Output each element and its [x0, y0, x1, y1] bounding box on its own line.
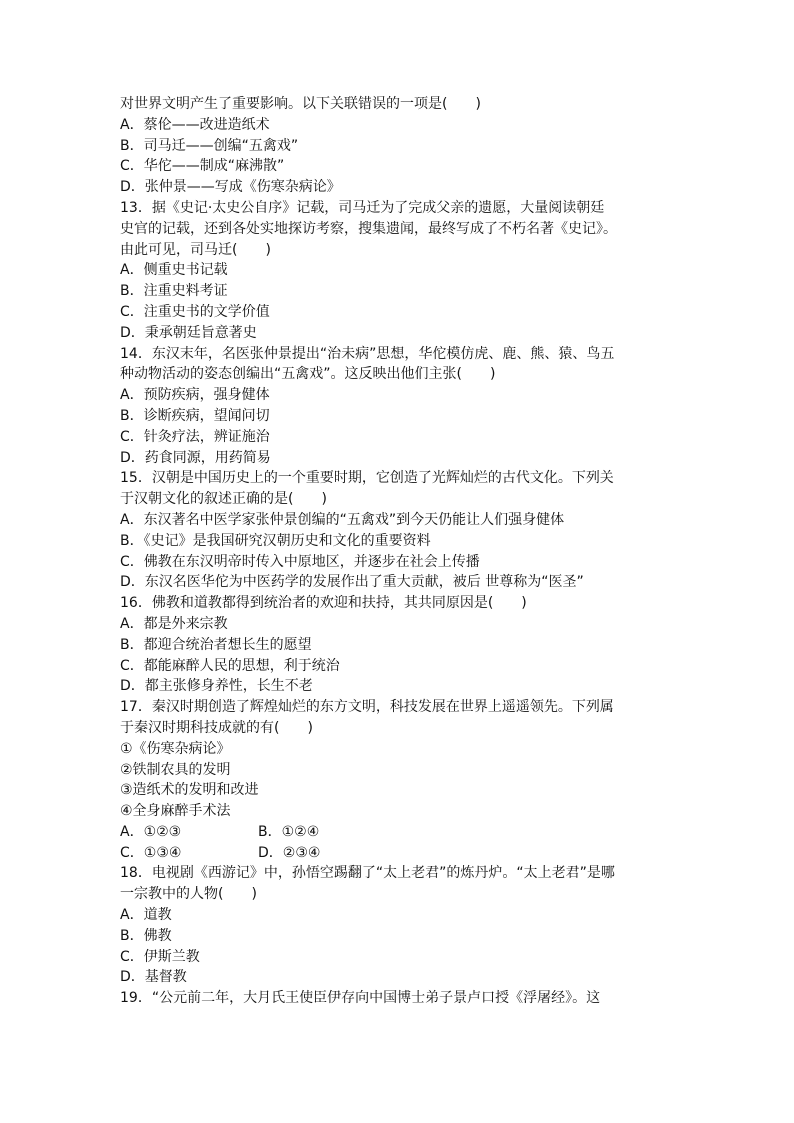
- question-stem-line: 对世界文明产生了重要影响。以下关联错误的一项是( ): [120, 96, 481, 112]
- option-d: D．都主张修身养性，长生不老: [120, 678, 313, 695]
- option-d: D．②③④: [258, 844, 321, 861]
- option-a: A．侧重史书记载: [120, 262, 228, 279]
- question-stem-line: 一宗教中的人物( ): [120, 886, 257, 903]
- question-19: [120, 988, 694, 1009]
- option-d: D．东汉名医华佗为中医药学的发展作出了重大贡献，被后 世尊称为“医圣”: [120, 574, 584, 591]
- question-stem-line: 史官的记载，还到各处实地探访考察，搜集遗闻，最终写成了不朽名著《史记》。: [120, 220, 617, 237]
- option-a: A．蔡伦——改进造纸术: [120, 116, 270, 133]
- option-a: A．①②③: [120, 823, 182, 840]
- question-15: [120, 468, 694, 593]
- question-14: [120, 344, 694, 469]
- question-17: [120, 697, 694, 863]
- option-c: C．针灸疗法，辨证施治: [120, 428, 270, 445]
- numbered-item: ③造纸术的发明和改进: [120, 782, 259, 799]
- option-b: B．都迎合统治者想长生的愿望: [120, 636, 312, 653]
- option-b: B．司马迁——创编“五禽戏”: [120, 137, 299, 154]
- option-c: C．华佗——制成“麻沸散”: [120, 158, 285, 175]
- question-16: [120, 593, 694, 697]
- question-stem-line: 由此可见，司马迁( ): [120, 241, 271, 258]
- question-stem-line: 于汉朝文化的叙述正确的是( ): [120, 491, 327, 508]
- option-row: [120, 822, 694, 843]
- question-stem-line: 16．佛教和道教都得到统治者的欢迎和扶持，其共同原因是( ): [120, 595, 527, 612]
- question-18: [120, 863, 694, 988]
- option-c: C．①③④: [120, 844, 182, 861]
- question-stem-line: 19．“公元前二年，大月氏王使臣伊存向中国博士弟子景卢口授《浮屠经》。这: [120, 990, 601, 1007]
- numbered-item: ①《伤寒杂病论》: [120, 740, 231, 757]
- question-stem-line: 种动物活动的姿态创编出“五禽戏”。这反映出他们主张( ): [120, 366, 496, 383]
- exam-page: [120, 94, 694, 1009]
- question-stem-line: 15．汉朝是中国历史上的一个重要时期，它创造了光辉灿烂的古代文化。下列关: [120, 470, 614, 487]
- question-stem-line: 17．秦汉时期创造了辉煌灿烂的东方文明，科技发展在世界上遥遥领先。下列属: [120, 699, 614, 716]
- option-row: [120, 843, 694, 864]
- option-d: D．基督教: [120, 969, 187, 986]
- option-a: A．都是外来宗教: [120, 615, 228, 632]
- option-d: D．药食同源，用药简易: [120, 449, 271, 466]
- option-d: D．秉承朝廷旨意著史: [120, 324, 257, 341]
- option-b: B．①②④: [258, 823, 320, 840]
- numbered-item: ④全身麻醉手术法: [120, 803, 231, 820]
- question-stem-line: 18．电视剧《西游记》中，孙悟空踢翻了“太上老君”的炼丹炉。“太上老君”是哪: [120, 865, 615, 882]
- option-b: B．佛教: [120, 927, 172, 944]
- question-stem-line: 于秦汉时期科技成就的有( ): [120, 719, 313, 736]
- option-b: B．诊断疾病，望闻问切: [120, 407, 270, 424]
- numbered-item: ②铁制农具的发明: [120, 761, 231, 778]
- option-b: B．注重史料考证: [120, 283, 228, 300]
- question-13: [120, 198, 694, 344]
- question-stem-line: 14．东汉末年，名医张仲景提出“治未病”思想，华佗模仿虎、鹿、熊、猿、鸟五: [120, 345, 615, 362]
- question-12: [120, 94, 694, 198]
- option-a: A．预防疾病，强身健体: [120, 387, 270, 404]
- question-stem-line: 13．据《史记·太史公自序》记载，司马迁为了完成父亲的遗愿，大量阅读朝廷: [120, 199, 605, 216]
- option-c: C．注重史书的文学价值: [120, 303, 270, 320]
- option-a: A．道教: [120, 907, 172, 924]
- option-a: A．东汉著名中医学家张仲景创编的“五禽戏”到今天仍能让人们强身健体: [120, 511, 565, 528]
- option-c: C．都能麻醉人民的思想，利于统治: [120, 657, 340, 674]
- option-d: D．张仲景——写成《伤寒杂病论》: [120, 179, 341, 196]
- option-c: C．伊斯兰教: [120, 948, 200, 965]
- option-b: B．《史记》是我国研究汉朝历史和文化的重要资料: [120, 532, 431, 549]
- option-c: C．佛教在东汉明帝时传入中原地区，并逐步在社会上传播: [120, 553, 480, 570]
